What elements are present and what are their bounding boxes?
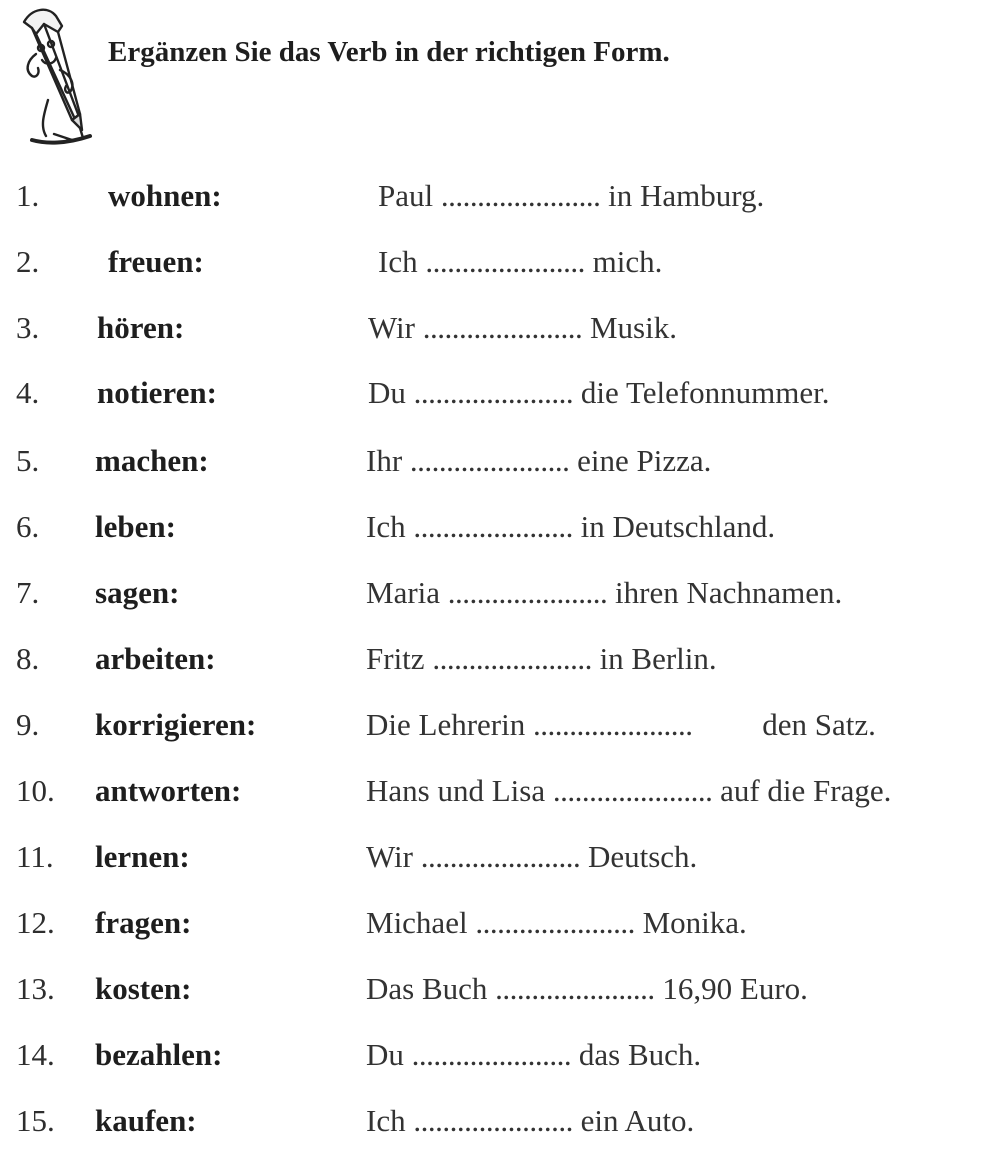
exercise-row [0,903,1000,943]
verb-label: machen: [95,443,209,478]
sentence-end: ein Auto. [580,1103,695,1138]
sentence-start: Die Lehrerin [366,707,526,742]
answer-blank[interactable]: ...................... [413,509,573,544]
sentence-end: in Hamburg. [608,178,765,213]
exercise-row [0,705,1000,745]
verb-label: kaufen: [95,1103,197,1138]
verb-label: fragen: [95,905,192,940]
sentence [366,771,891,811]
item-number: 8. [16,641,40,676]
answer-blank[interactable]: ...................... [409,443,570,478]
item-number: 12. [16,905,55,940]
sentence-end: das Buch. [578,1037,702,1072]
exercise-row [0,1101,1000,1141]
sentence [366,837,697,877]
sentence-start: Ich [378,244,418,279]
exercise-row [0,441,1000,481]
answer-blank[interactable]: ...................... [411,1037,572,1072]
sentence-start: Du [368,375,406,410]
item-number: 5. [16,443,40,478]
sentence-end: Deutsch. [587,839,698,874]
sentence-end: in Deutschland. [580,509,776,544]
verb-label: arbeiten: [95,641,216,676]
sentence-end: in Berlin. [599,641,717,676]
sentence-start: Michael [366,905,468,940]
answer-blank[interactable]: ...................... [413,375,574,410]
sentence-start: Ihr [366,443,403,478]
exercise-row [0,242,1000,282]
verb-label: sagen: [95,575,180,610]
verb-label: kosten: [95,971,192,1006]
verb-label: leben: [95,509,176,544]
sentence-end: die Telefonnummer. [580,375,830,410]
item-number: 4. [16,375,40,410]
sentence-end: eine Pizza. [577,443,712,478]
exercise-row [0,308,1000,348]
answer-blank[interactable]: ...................... [432,641,592,676]
exercise-row [0,837,1000,877]
answer-blank[interactable]: ...................... [425,244,585,279]
sentence-start: Fritz [366,641,425,676]
sentence-start: Wir [366,839,413,874]
answer-blank[interactable]: ...................... [495,971,655,1006]
sentence-end: den Satz. [762,707,876,742]
answer-blank[interactable]: ...................... [447,575,608,610]
pencil-icon [14,4,94,150]
answer-blank[interactable]: ...................... [422,310,583,345]
item-number: 15. [16,1103,55,1138]
verb-label: korrigieren: [95,707,257,742]
verb-label: antworten: [95,773,242,808]
exercise-row [0,1035,1000,1075]
item-number: 14. [16,1037,55,1072]
answer-blank[interactable]: ...................... [413,1103,573,1138]
sentence [366,573,842,613]
sentence [378,176,764,216]
verb-label: freuen: [108,244,204,279]
sentence [366,903,747,943]
sentence [378,242,662,282]
answer-blank[interactable]: ...................... [420,839,581,874]
sentence-start: Wir [368,310,415,345]
exercise-row [0,573,1000,613]
item-number: 1. [16,178,40,213]
sentence [366,1101,694,1141]
exercise-row [0,639,1000,679]
item-number: 10. [16,773,55,808]
sentence [368,308,677,348]
page-title: Ergänzen Sie das Verb in der richtigen Form. [108,36,670,68]
sentence-start: Du [366,1037,404,1072]
answer-blank[interactable]: ...................... [532,707,693,742]
sentence [366,705,876,745]
sentence [366,639,717,679]
sentence-start: Das Buch [366,971,488,1006]
item-number: 2. [16,244,40,279]
sentence [368,373,830,413]
sentence [366,441,711,481]
item-number: 11. [16,839,54,874]
answer-blank[interactable]: ...................... [552,773,713,808]
verb-label: lernen: [95,839,190,874]
exercise-row [0,176,1000,216]
item-number: 3. [16,310,40,345]
exercise-row [0,507,1000,547]
verb-label: hören: [97,310,185,345]
item-number: 7. [16,575,40,610]
exercise-row [0,969,1000,1009]
item-number: 9. [16,707,40,742]
verb-label: notieren: [97,375,217,410]
exercise-row [0,771,1000,811]
sentence-end: 16,90 Euro. [662,971,808,1006]
verb-label: bezahlen: [95,1037,223,1072]
sentence-end: auf die Frage. [720,773,892,808]
sentence-start: Paul [378,178,434,213]
sentence-end: ihren Nachnamen. [615,575,843,610]
sentence-end: Musik. [589,310,677,345]
sentence [366,507,775,547]
verb-label: wohnen: [108,178,222,213]
exercise-row [0,373,1000,413]
sentence-start: Ich [366,509,406,544]
item-number: 13. [16,971,55,1006]
answer-blank[interactable]: ...................... [440,178,601,213]
sentence-start: Ich [366,1103,406,1138]
sentence [366,969,808,1009]
sentence-end: Monika. [642,905,747,940]
answer-blank[interactable]: ...................... [475,905,635,940]
sentence [366,1035,701,1075]
sentence-start: Maria [366,575,441,610]
sentence-start: Hans und Lisa [366,773,546,808]
sentence-end: mich. [592,244,663,279]
item-number: 6. [16,509,40,544]
